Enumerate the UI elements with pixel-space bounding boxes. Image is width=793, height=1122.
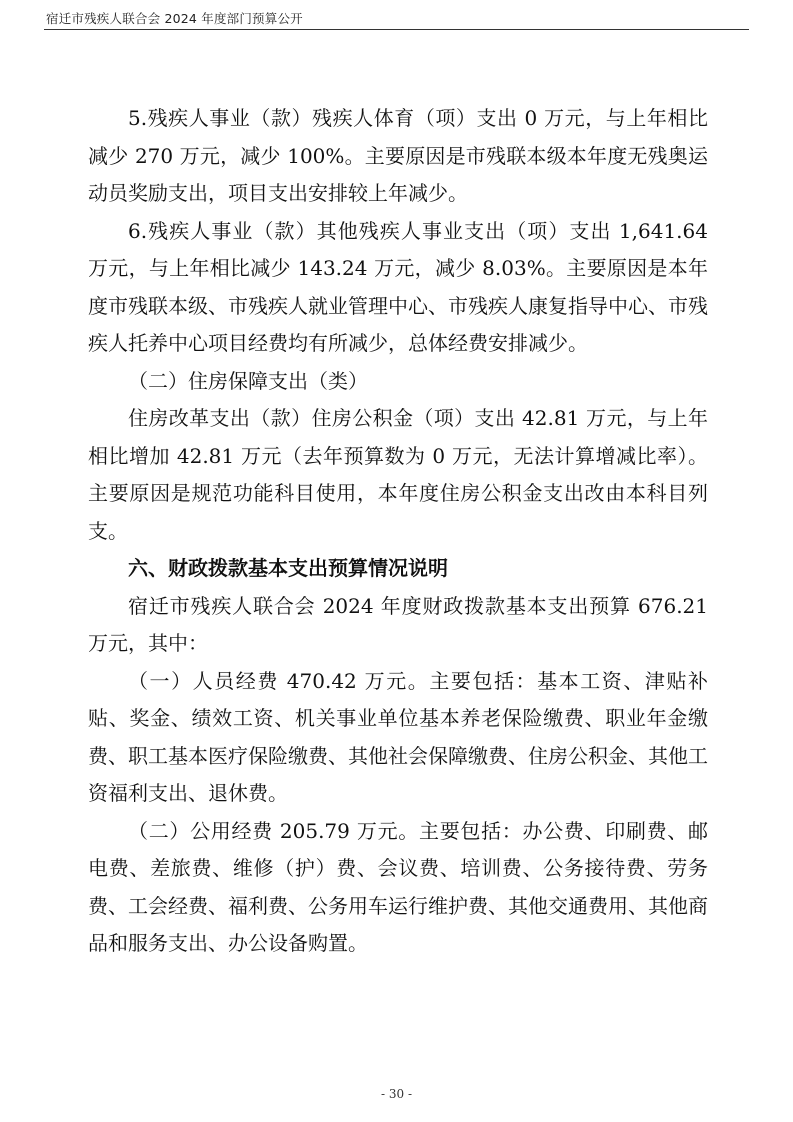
document-body bbox=[88, 100, 708, 963]
section-heading-basic-expenditure: 六、财政拨款基本支出预算情况说明 bbox=[128, 556, 448, 580]
paragraph-personnel-expenses: （一）人员经费 470.42 万元。主要包括：基本工资、津贴补贴、奖金、绩效工资、机关事业单位基本养老保险缴费、职业年金缴费、职工基本医疗保险缴费、其他社会保障缴费、住房公积金、其他工资福利支出、退休费。 bbox=[88, 668, 708, 805]
subheading-housing-security: （二）住房保障支出（类） bbox=[128, 368, 368, 393]
paragraph-sports-expenditure: 5.残疾人事业（款）残疾人体育（项）支出 0 万元，与上年相比减少 270 万元，减少 100%。主要原因是市残联本级本年度无残奥运动员奖励支出，项目支出安排较上年减少。 bbox=[88, 106, 708, 205]
paragraph-basic-expenditure-total: 宿迁市残疾人联合会 2024 年度财政拨款基本支出预算 676.21 万元，其中： bbox=[88, 593, 708, 655]
header-rule bbox=[44, 29, 749, 30]
paragraph-housing-fund: 住房改革支出（款）住房公积金（项）支出 42.81 万元，与上年相比增加 42.81 万元（去年预算数为 0 万元，无法计算增减比率）。主要原因是规范功能科目使用，本年度住房公积金支出改由本科目列支。 bbox=[88, 406, 708, 543]
page-number: - 30 - bbox=[380, 1087, 412, 1101]
paragraph-public-expenses: （二）公用经费 205.79 万元。主要包括：办公费、印刷费、邮电费、差旅费、维修（护）费、会议费、培训费、公务接待费、劳务费、工会经费、福利费、公务用车运行维护费、其他交通费用、其他商品和服务支出、办公设备购置。 bbox=[88, 818, 708, 955]
running-header: 宿迁市残疾人联合会 2024 年度部门预算公开 bbox=[46, 11, 303, 26]
paragraph-other-disability-expenditure: 6.残疾人事业（款）其他残疾人事业支出（项）支出 1,641.64 万元，与上年相比减少 143.24 万元，减少 8.03%。主要原因是本年度市残联本级、市残疾人就业管理中心、市残疾人康复指导中心、市残疾人托养中心项目经费均有所减少，总体经费安排减少。 bbox=[88, 218, 708, 355]
